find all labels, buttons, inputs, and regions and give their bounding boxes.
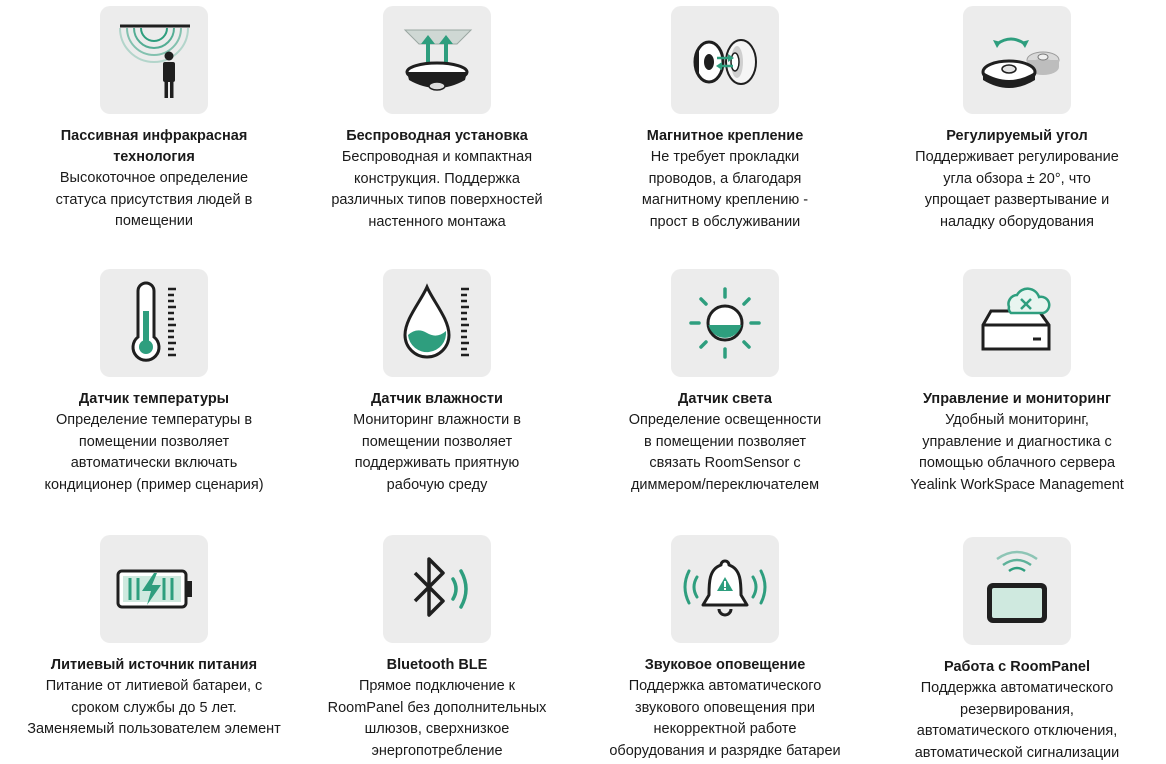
feature-humidity [292, 269, 582, 496]
battery-icon [100, 535, 208, 643]
feature-title: Беспроводная установка [346, 128, 528, 144]
feature-alarm [580, 535, 870, 762]
feature-title: Звуковое оповещение [644, 657, 806, 673]
feature-roompanel [872, 537, 1162, 764]
feature-management [872, 269, 1162, 496]
feature-title: Регулируемый угол [946, 128, 1088, 144]
feature-description: Беспроводная и компактная конструкция. Поддержка различных типов поверхностей настенного монтажа [331, 149, 543, 230]
feature-title: Датчик температуры [78, 391, 230, 407]
feature-title: Пассивная инфракрасная технология [60, 128, 248, 165]
feature-title: Датчик света [678, 391, 772, 407]
thermometer-icon [100, 269, 208, 377]
feature-title: Датчик влажности [371, 391, 503, 407]
feature-wireless [292, 6, 582, 233]
adjustable-angle-icon [963, 6, 1071, 114]
feature-description: Прямое подключение к RoomPanel без дополнительных шлюзов, сверхнизкое энергопотребление [327, 678, 547, 759]
bluetooth-icon [383, 535, 491, 643]
feature-description: Поддержка автоматического резервирования, автоматического отключения, автоматической сигнализации [914, 680, 1120, 761]
feature-description: Поддерживает регулирование угла обзора ± 20°, что упрощает развертывание и наладку оборудования [915, 149, 1119, 230]
infrared-sensor-icon [100, 6, 208, 114]
feature-light [580, 269, 870, 496]
feature-description: Поддержка автоматического звукового оповещения при некорректной работе оборудования и разрядке батареи [609, 678, 841, 759]
feature-title: Магнитное крепление [646, 128, 804, 144]
feature-description: Не требует прокладки проводов, а благодаря магнитному креплению - прост в обслуживании [641, 149, 809, 230]
feature-magnetic [580, 6, 870, 233]
humidity-drop-icon [383, 269, 491, 377]
feature-infrared [9, 6, 299, 233]
wireless-mount-icon [383, 6, 491, 114]
feature-description: Определение освещенности в помещении позволяет связать RoomSensor с диммером/переключателем [628, 412, 822, 493]
alarm-bell-icon [671, 535, 779, 643]
magnetic-mount-icon [671, 6, 779, 114]
cloud-management-icon [963, 269, 1071, 377]
feature-description: Удобный мониторинг, управление и диагностика с помощью облачного сервера Yealink WorkSpace Management [910, 412, 1124, 493]
roompanel-icon [963, 537, 1071, 645]
feature-description: Высокоточное определение статуса присутствия людей в помещении [55, 170, 253, 229]
feature-description: Питание от литиевой батареи, с сроком службы до 5 лет. Заменяемый пользователем элемент [27, 678, 281, 737]
feature-title: Литиевый источник питания [50, 657, 258, 673]
feature-title: Работа с RoomPanel [943, 659, 1091, 675]
feature-title: Управление и мониторинг [922, 391, 1112, 407]
feature-title: Bluetooth BLE [386, 657, 488, 673]
feature-battery [9, 535, 299, 741]
feature-temperature [9, 269, 299, 496]
light-sensor-icon [671, 269, 779, 377]
feature-description: Мониторинг влажности в помещении позволяет поддерживать приятную рабочую среду [353, 412, 521, 493]
feature-angle [872, 6, 1162, 233]
feature-bluetooth [292, 535, 582, 762]
feature-description: Определение температуры в помещении позволяет автоматически включать кондиционер (пример сценария) [44, 412, 264, 493]
